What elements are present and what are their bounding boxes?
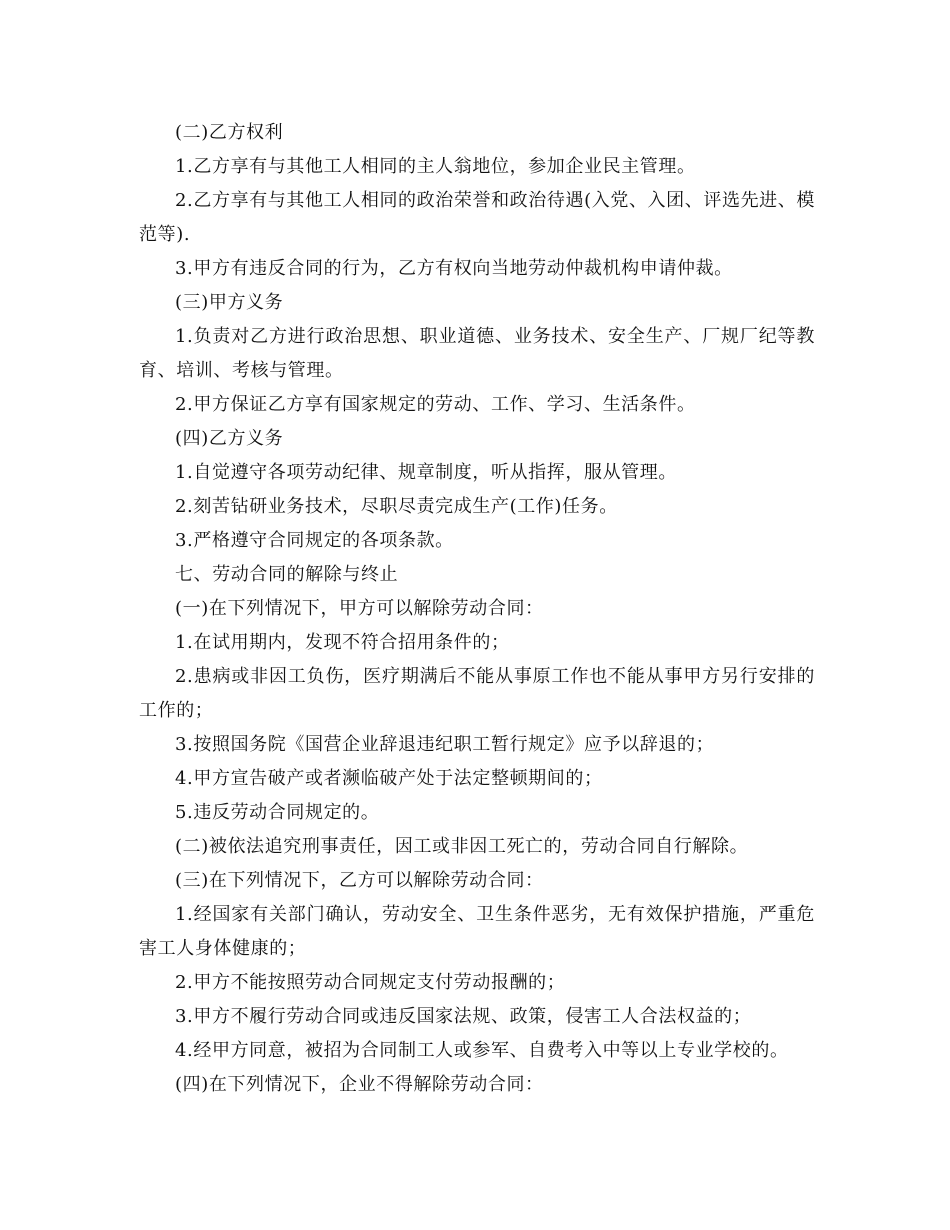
section-heading-party-a-obligations: (三)甲方义务	[175, 292, 284, 313]
paragraph: 5.违反劳动合同规定的。	[175, 802, 380, 823]
paragraph: 4.甲方宣告破产或者濒临破产处于法定整顿期间的；	[175, 768, 603, 789]
paragraph: 2.甲方不能按照劳动合同规定支付劳动报酬的；	[175, 972, 566, 993]
section-heading-enterprise-may-not-terminate: (四)在下列情况下，企业不得解除劳动合同：	[175, 1074, 544, 1095]
paragraph: 1.在试用期内，发现不符合招用条件的；	[175, 632, 510, 653]
paragraph: 1.自觉遵守各项劳动纪律、规章制度，听从指挥，服从管理。	[175, 462, 677, 483]
section-heading-automatic-termination: (二)被依法追究刑事责任，因工或非因工死亡的，劳动合同自行解除。	[175, 836, 749, 857]
paragraph: 2.患病或非因工负伤，医疗期满后不能从事原工作也不能从事甲方另行安排的工作的；	[139, 666, 815, 721]
paragraph: 2.刻苦钻研业务技术，尽职尽责完成生产(工作)任务。	[175, 496, 618, 517]
paragraph: 1.乙方享有与其他工人相同的主人翁地位，参加企业民主管理。	[175, 156, 696, 177]
section-heading-party-b-rights: (二)乙方权利	[175, 122, 284, 143]
paragraph: 3.严格遵守合同规定的各项条款。	[175, 530, 454, 551]
paragraph: 2.乙方享有与其他工人相同的政治荣誉和政治待遇(入党、入团、评选先进、模范等).	[139, 190, 815, 245]
paragraph: 3.甲方有违反合同的行为，乙方有权向当地劳动仲裁机构申请仲裁。	[175, 258, 733, 279]
section-heading-party-b-may-terminate: (三)在下列情况下，乙方可以解除劳动合同：	[175, 870, 544, 891]
section-heading-party-a-may-terminate: (一)在下列情况下，甲方可以解除劳动合同：	[175, 598, 544, 619]
paragraph: 3.甲方不履行劳动合同或违反国家法规、政策，侵害工人合法权益的；	[175, 1006, 752, 1027]
paragraph: 2.甲方保证乙方享有国家规定的劳动、工作、学习、生活条件。	[175, 394, 696, 415]
chapter-heading-termination: 七、劳动合同的解除与终止	[175, 564, 399, 585]
paragraph: 1.负责对乙方进行政治思想、职业道德、业务技术、安全生产、厂规厂纪等教育、培训、考核与管理。	[139, 326, 815, 381]
paragraph: 1.经国家有关部门确认，劳动安全、卫生条件恶劣，无有效保护措施，严重危害工人身体健康的；	[139, 904, 815, 959]
document-body	[139, 116, 815, 1102]
section-heading-party-b-obligations: (四)乙方义务	[175, 428, 284, 449]
paragraph: 3.按照国务院《国营企业辞退违纪职工暂行规定》应予以辞退的；	[175, 734, 715, 755]
paragraph: 4.经甲方同意，被招为合同制工人或参军、自费考入中等以上专业学校的。	[175, 1040, 789, 1061]
